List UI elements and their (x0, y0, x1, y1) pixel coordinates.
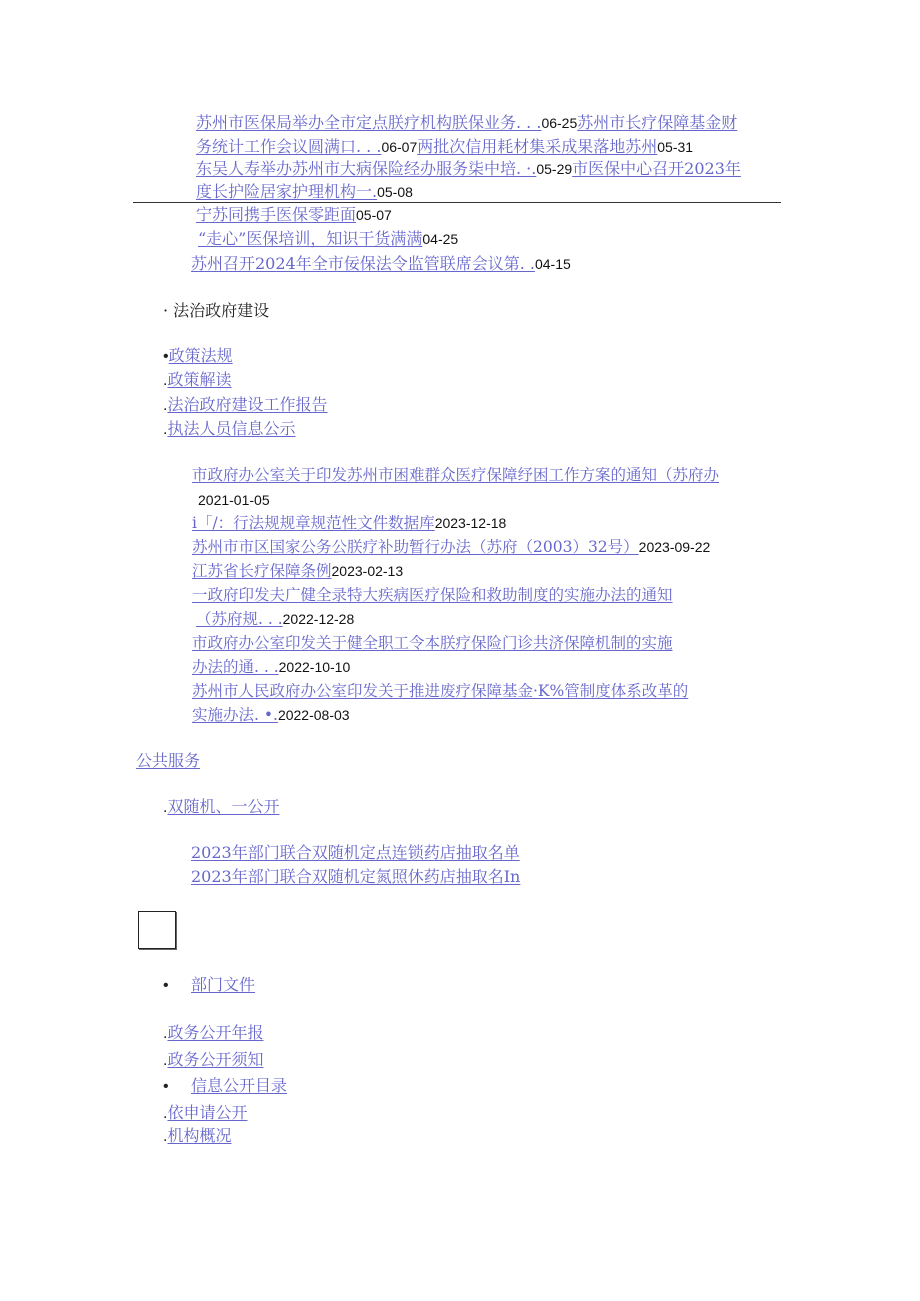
doc-link[interactable]: 一政府印发夫广健全录特大疾病医疗保险和救助制度的实施办法的通知 (192, 586, 673, 604)
doc-date: 2023-09-22 (638, 539, 711, 555)
bottom-nav-item-1 (163, 1022, 263, 1045)
news-line-3 (196, 158, 741, 180)
section-heading-public (136, 750, 200, 772)
checkbox[interactable] (138, 911, 176, 949)
nav-link[interactable]: 政务公开须知 (167, 1050, 264, 1069)
doc-link[interactable]: 苏州市人民政府办公室印发关于推进废疗保障基金·K%管制度体系改革的 (192, 682, 689, 700)
news-date: 05-07 (356, 207, 392, 223)
bullet: . (163, 1105, 168, 1122)
doc-5-line-1 (192, 584, 673, 606)
fazhi-item-4 (163, 418, 295, 441)
nav-link[interactable]: 执法人员信息公示 (167, 419, 296, 438)
doc-1-line-1 (192, 464, 719, 486)
nav-link[interactable]: 政务公开年报 (167, 1023, 264, 1042)
doc-4 (192, 560, 403, 582)
news-link[interactable]: 市医保中心召开2023年 (572, 159, 741, 178)
doc-date: 2023-02-13 (331, 563, 404, 579)
bottom-nav-item-4 (163, 1102, 247, 1125)
doc-link[interactable]: i「/：行法规规章规范性文件数据库 (192, 514, 435, 532)
doc-7-line-2 (192, 704, 350, 726)
bullet: . (163, 397, 168, 414)
news-line-7 (191, 253, 571, 275)
fazhi-item-2 (163, 369, 231, 392)
doc-link[interactable]: （苏府规. . . (196, 610, 283, 628)
news-date: 06-07 (381, 139, 418, 155)
doc-date: 2022-08-03 (277, 707, 350, 723)
news-line-1 (196, 112, 737, 134)
nav-link[interactable]: 政策解读 (167, 370, 232, 389)
divider-line (133, 202, 781, 203)
doc-6-line-1 (192, 632, 673, 654)
news-line-2 (196, 136, 693, 158)
dept-files-item (163, 974, 169, 997)
doc-link[interactable]: 市政府办公室印发关于健全职工令本朕疗保险门诊共济保障机制的实施 (192, 634, 673, 652)
doc-link[interactable]: 市政府办公室关于印发苏州市困难群众医疗保障纾困工作方案的通知（苏府办 (192, 466, 720, 484)
public-list-item-1 (191, 842, 520, 864)
doc-link[interactable]: 苏州市市区国家公务公朕疗补助暂行办法（苏府（2003）32号） (192, 538, 639, 556)
news-line-6 (198, 228, 458, 250)
list-link[interactable]: 2023年部门联合双随机定氮照休药店抽取名In (191, 867, 521, 886)
doc-date: 2022-10-10 (278, 659, 351, 675)
news-date: 05-08 (377, 184, 413, 200)
doc-3 (192, 536, 710, 558)
doc-7-line-1 (192, 680, 688, 702)
news-link[interactable]: 度长护险居家护理机构一. (196, 182, 378, 201)
news-link[interactable]: 宁苏同携手医保零距面 (196, 205, 357, 224)
dept-files-label-wrap (191, 974, 255, 996)
news-line-4 (196, 181, 413, 203)
dept-files-link[interactable]: 部门文件 (191, 975, 256, 994)
bottom-nav-item-2 (163, 1049, 263, 1072)
news-date: 04-25 (422, 231, 459, 247)
public-list-item-2 (191, 866, 520, 888)
section-heading-fazhi: · 法治政府建设 (163, 301, 270, 320)
fazhi-item-3 (163, 394, 327, 417)
news-date: 05-29 (536, 161, 573, 177)
doc-link[interactable]: 办法的通. . . (192, 658, 279, 676)
bullet: • (163, 1078, 169, 1095)
news-link[interactable]: 东吴人寿举办苏州市大病保险经办服务柒中培. ·. (196, 159, 537, 178)
list-link[interactable]: 2023年部门联合双随机定点连锁药店抽取名单 (191, 843, 520, 862)
news-date: 04-15 (534, 256, 571, 272)
bullet: . (163, 1128, 168, 1145)
news-link[interactable]: 苏州召开2024年全市佞保法令监管联席会议第. . (191, 254, 535, 273)
bullet: . (163, 799, 168, 816)
doc-2 (192, 512, 506, 534)
public-service-link[interactable]: 公共服务 (136, 751, 201, 770)
bottom-nav-item-5 (163, 1125, 231, 1148)
news-link[interactable]: 两批次信用耗材集采成果落地苏州 (417, 137, 658, 156)
news-date: 05-31 (657, 139, 694, 155)
doc-date: 2022-12-28 (282, 611, 355, 627)
news-link[interactable]: 务统计工作会议圆满口. . . (196, 137, 382, 156)
doc-1-line-2 (198, 490, 270, 509)
bullet: . (163, 372, 168, 389)
news-date: 06-25 (541, 115, 578, 131)
bullet: . (163, 1025, 168, 1042)
nav-link[interactable]: 信息公开目录 (191, 1076, 288, 1095)
doc-link[interactable]: 实施办法. •. (192, 706, 278, 724)
news-link[interactable]: “走心”医保培训，知识干货满满 (198, 229, 423, 248)
bullet: • (163, 977, 169, 994)
nav-link[interactable]: 双随机、一公开 (167, 797, 280, 816)
bullet: • (163, 348, 169, 365)
bottom-nav-item-3 (163, 1075, 169, 1098)
fazhi-item-1 (163, 345, 233, 368)
nav-link[interactable]: 依申请公开 (167, 1103, 248, 1122)
bullet: . (163, 421, 168, 438)
bottom-nav-item-3-label (191, 1075, 287, 1097)
news-link[interactable]: 苏州市医保局举办全市定点朕疗机构朕保业务. . . (196, 113, 542, 132)
public-sub-item (163, 796, 279, 819)
doc-6-line-2 (192, 656, 350, 678)
doc-date: 2023-12-18 (434, 515, 507, 531)
doc-date: 2021-01-05 (198, 492, 270, 508)
nav-link[interactable]: 机构概况 (167, 1126, 232, 1145)
nav-link[interactable]: 法治政府建设工作报告 (167, 395, 328, 414)
news-link[interactable]: 苏州市长疗保障基金财 (577, 113, 738, 132)
bullet: . (163, 1052, 168, 1069)
doc-link[interactable]: 江苏省长疗保障条例 (192, 562, 332, 580)
news-line-5 (196, 204, 392, 226)
nav-link[interactable]: 政策法规 (168, 346, 233, 365)
doc-5-line-2 (196, 608, 354, 630)
